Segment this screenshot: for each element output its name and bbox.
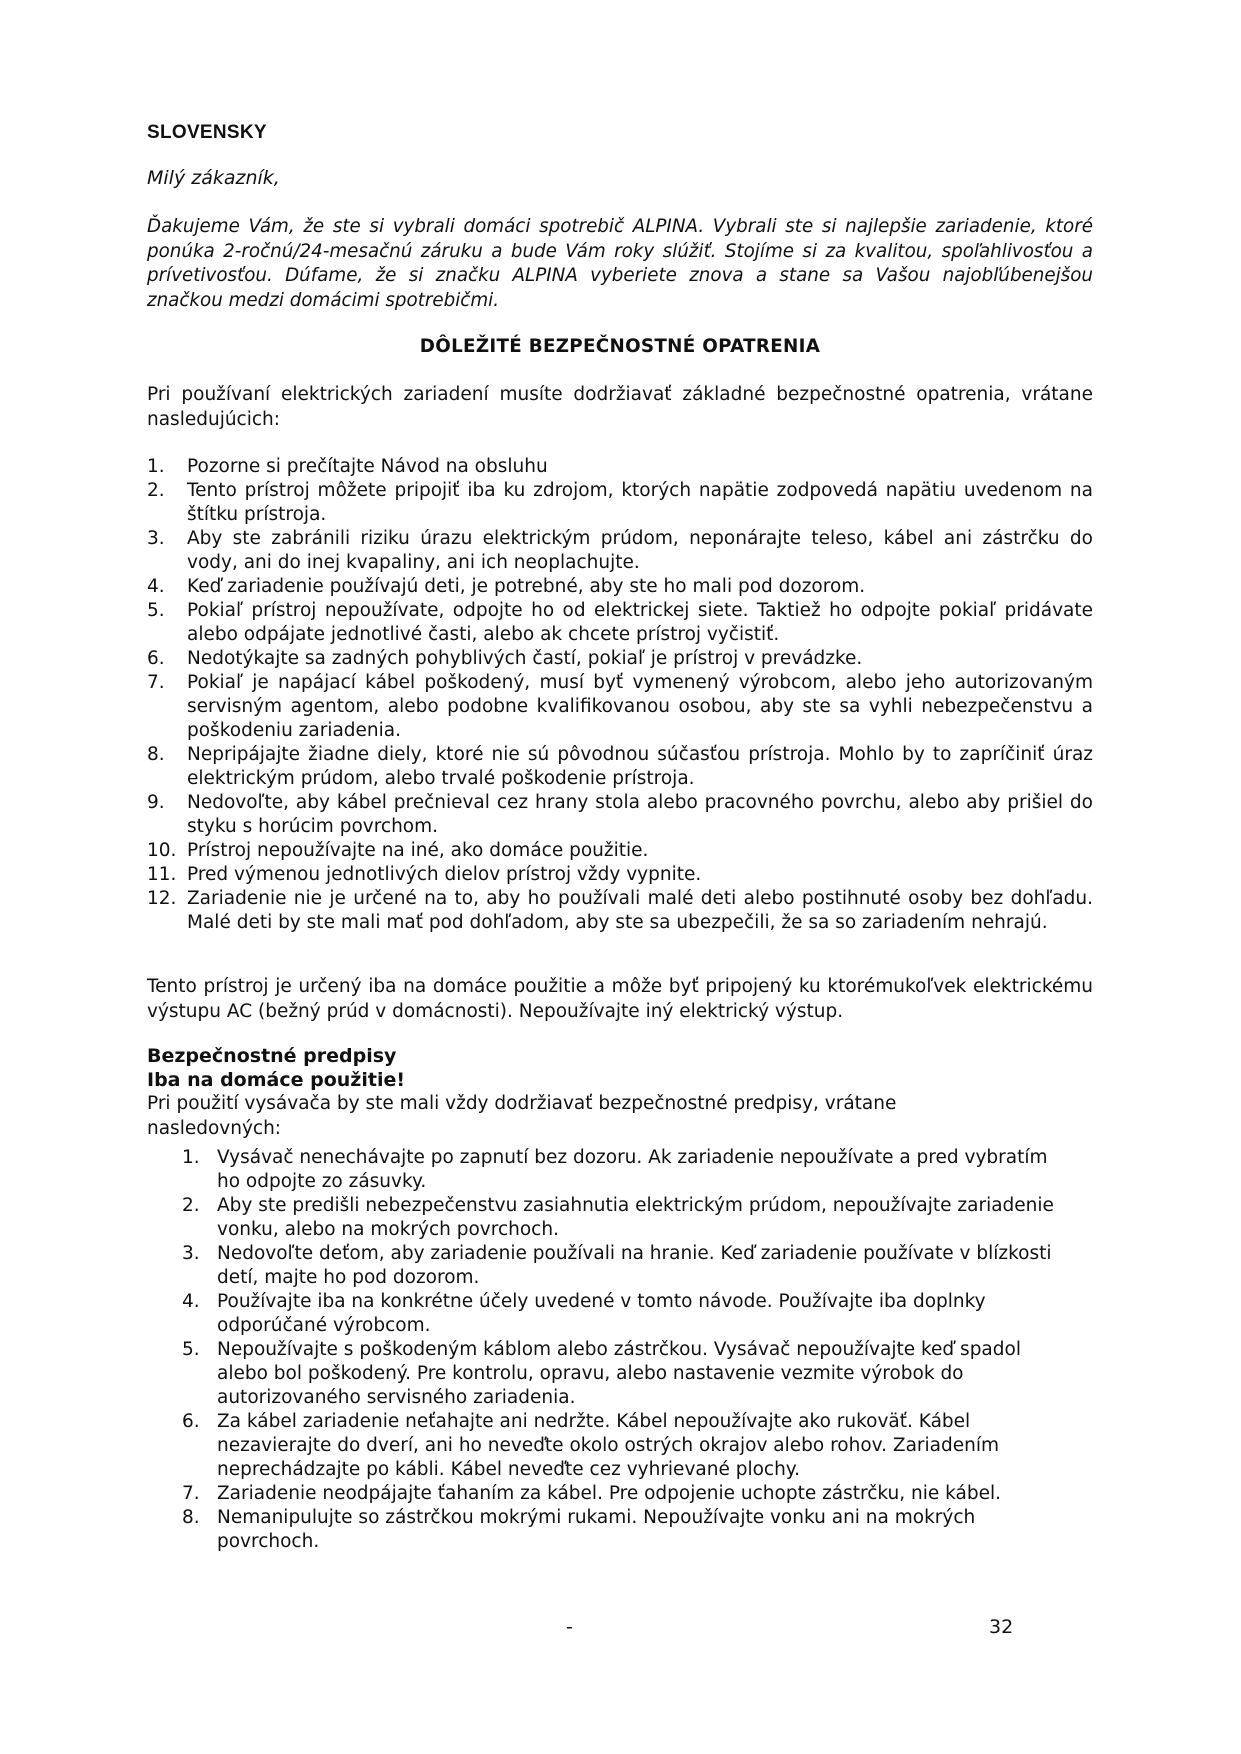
list-item <box>147 479 1093 527</box>
item-number: 2. <box>182 1195 200 1216</box>
item-number: 12. <box>147 888 177 909</box>
item-text: Aby ste zabránili riziku úrazu elektrickým prúdom, neponárajte teleso, kábel ani zástrčku do vody, ani do inej kvapaliny, ani ich neoplachujte. <box>187 528 1093 573</box>
rules-list <box>147 1146 1067 1554</box>
list-item <box>147 671 1093 743</box>
item-number: 7. <box>147 672 165 693</box>
list-item <box>147 1290 1067 1338</box>
safety-heading: DÔLEŽITÉ BEZPEČNOSTNÉ OPATRENIA <box>419 336 821 357</box>
item-number: 8. <box>182 1507 200 1528</box>
item-text: Nepoužívajte s poškodeným káblom alebo zástrčkou. Vysávač nepoužívajte keď spadol alebo bol poškodený. Pre kontrolu, opravu, alebo nastavenie vezmite výrobok do autorizovaného servisného zariadenia. <box>217 1339 1021 1408</box>
safety-lead: Pri používaní elektrických zariadení musíte dodržiavať základné bezpečnostné opatrenia, vrátane nasledujúcich: <box>147 384 1093 430</box>
item-text: Nemanipulujte so zástrčkou mokrými rukami. Nepoužívajte vonku ani na mokrých povrchoch. <box>217 1507 976 1552</box>
list-item <box>147 527 1093 575</box>
item-number: 8. <box>147 744 165 765</box>
item-number: 5. <box>182 1339 200 1360</box>
footer-separator: - <box>566 1616 573 1638</box>
item-number: 1. <box>182 1147 200 1168</box>
item-number: 10. <box>147 840 177 861</box>
item-number: 9. <box>147 792 165 813</box>
item-text: Vysávač nenechávajte po zapnutí bez dozoru. Ak zariadenie nepoužívate a pred vybratím ho odpojte zo zásuvky. <box>217 1147 1048 1192</box>
list-item <box>147 887 1093 935</box>
item-text: Nedotýkajte sa zadných pohyblivých častí, pokiaľ je prístroj v prevádzke. <box>187 648 863 669</box>
item-text: Pozorne si prečítajte Návod na obsluhu <box>187 456 548 477</box>
item-text: Nedovoľte, aby kábel prečnieval cez hrany stola alebo pracovného povrchu, alebo aby prišiel do styku s horúcim povrchom. <box>187 792 1093 837</box>
list-item <box>147 1242 1067 1290</box>
item-text: Pokiaľ prístroj nepoužívate, odpojte ho od elektrickej siete. Taktiež ho odpojte pokiaľ pridávate alebo odpájate jednotlivé časti, alebo ak chcete prístroj vyčistiť. <box>187 600 1093 645</box>
item-text: Používajte iba na konkrétne účely uvedené v tomto návode. Používajte iba doplnky odporúčané výrobcom. <box>217 1291 986 1336</box>
list-item <box>147 1146 1067 1194</box>
item-number: 6. <box>182 1411 200 1432</box>
list-item <box>147 1410 1067 1482</box>
item-text: Prístroj nepoužívajte na iné, ako domáce použitie. <box>187 840 649 861</box>
list-item <box>147 791 1093 839</box>
item-number: 2. <box>147 480 165 501</box>
item-text: Zariadenie nie je určené na to, aby ho používali malé deti alebo postihnuté osoby bez dohľadu. Malé deti by ste mali mať pod dohľadom, aby ste sa ubezpečili, že sa so zariadením nehrajú. <box>187 888 1093 933</box>
item-text: Pokiaľ je napájací kábel poškodený, musí byť vymenený výrobcom, alebo jeho autorizovaným servisným agentom, alebo podobne kvalifikovanou osobou, aby ste sa vyhli nebezpečenstvu a poškodeniu zariadenia. <box>187 672 1093 741</box>
list-item <box>147 455 1093 479</box>
list-item <box>147 647 1093 671</box>
greeting: Milý zákazník, <box>147 167 280 189</box>
item-number: 6. <box>147 648 165 669</box>
item-text: Keď zariadenie používajú deti, je potrebné, aby ste ho mali pod dozorom. <box>187 576 866 597</box>
rules-subtitle: Iba na domáce použitie! <box>147 1069 406 1091</box>
item-text: Nepripájajte žiadne diely, ktoré nie sú pôvodnou súčasťou prístroja. Mohlo by to zapríčiniť úraz elektrickým prúdom, alebo trvalé poškodenie prístroja. <box>187 744 1093 789</box>
item-text: Nedovoľte deťom, aby zariadenie používali na hranie. Keď zariadenie používate v blízkosti detí, majte ho pod dozorom. <box>217 1243 1052 1288</box>
list-item <box>147 1194 1067 1242</box>
list-item <box>147 743 1093 791</box>
item-number: 3. <box>147 528 165 549</box>
list-item <box>147 1506 1067 1554</box>
list-item <box>147 839 1093 863</box>
item-number: 1. <box>147 456 165 477</box>
list-item <box>147 599 1093 647</box>
list-item <box>147 863 1093 887</box>
item-number: 5. <box>147 600 165 621</box>
item-text: Pred výmenou jednotlivých dielov prístroj vždy vypnite. <box>187 864 702 885</box>
rules-title: Bezpečnostné predpisy <box>147 1045 397 1067</box>
list-item <box>147 575 1093 599</box>
usage-paragraph: Tento prístroj je určený iba na domáce použitie a môže byť pripojený ku ktorémukoľvek elektrickému výstupu AC (bežný prúd v domácnosti). Nepoužívajte iný elektrický výstup. <box>147 976 1093 1022</box>
rules-lead: Pri použití vysávača by ste mali vždy dodržiavať bezpečnostné predpisy, vrátane nasledovných: <box>147 1093 897 1139</box>
item-text: Tento prístroj môžete pripojiť iba ku zdrojom, ktorých napätie zodpovedá napätiu uvedenom na štítku prístroja. <box>187 480 1093 525</box>
item-number: 7. <box>182 1483 200 1504</box>
intro-paragraph: Ďakujeme Vám, že ste si vybrali domáci spotrebič ALPINA. Vybrali ste si najlepšie zariadenie, ktoré ponúka 2-ročnú/24-mesačnú záruku a bude Vám roky slúžiť. Stojíme si za kvalitou, spoľahlivosťou a prívetivosťou. Dúfame, že si značku ALPINA vyberiete znova a stane sa Vašou najobľúbenejšou značkou medzi domácimi spotrebičmi. <box>147 216 1093 311</box>
item-text: Aby ste predišli nebezpečenstvu zasiahnutia elektrickým prúdom, nepoužívajte zariadenie vonku, alebo na mokrých povrchoch. <box>217 1195 1054 1240</box>
safety-list <box>147 455 1093 935</box>
item-number: 11. <box>147 864 177 885</box>
list-item <box>147 1338 1067 1410</box>
item-number: 4. <box>147 576 165 597</box>
page-number: 32 <box>989 1616 1014 1638</box>
item-text: Zariadenie neodpájajte ťahaním za kábel. Pre odpojenie uchopte zástrčku, nie kábel. <box>217 1483 1002 1504</box>
list-item <box>147 1482 1067 1506</box>
item-number: 4. <box>182 1291 200 1312</box>
item-text: Za kábel zariadenie neťahajte ani nedržte. Kábel nepoužívajte ako rukoväť. Kábel nezavierajte do dverí, ani ho neveďte okolo ostrých okrajov alebo rohov. Zariadením neprechádzajte po kábli. Kábel neveďte cez vyhrievané plochy. <box>217 1411 1000 1480</box>
language-heading: SLOVENSKY <box>147 122 267 143</box>
item-number: 3. <box>182 1243 200 1264</box>
